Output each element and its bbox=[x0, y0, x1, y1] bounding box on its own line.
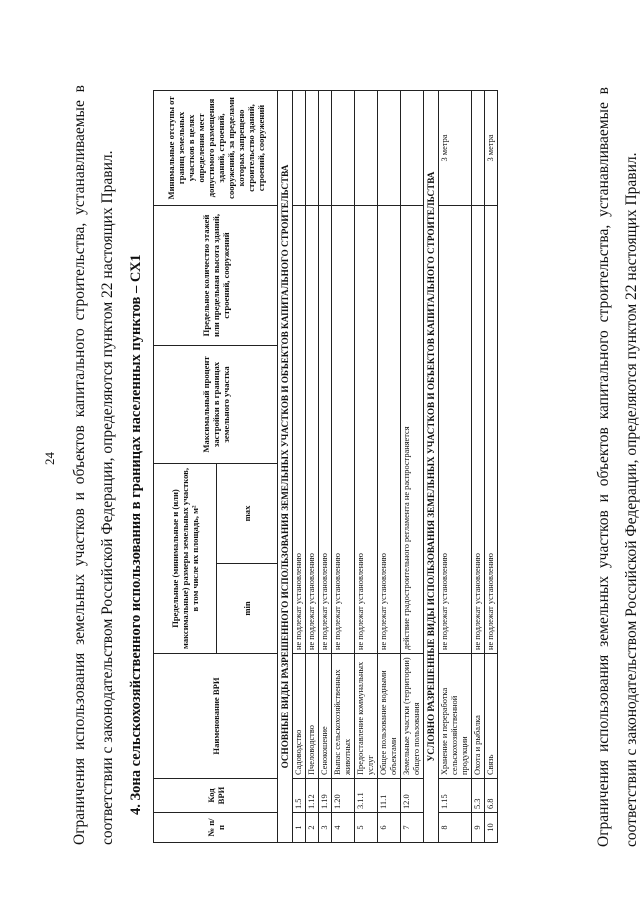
row-value: не подлежат установлению bbox=[439, 205, 472, 653]
row-code: 11.1 bbox=[378, 779, 401, 813]
row-num: 10 bbox=[485, 813, 498, 843]
row-code: 5.3 bbox=[472, 779, 485, 813]
row-name: Земельные участки (территории) общего пользования bbox=[401, 654, 424, 779]
row-num: 2 bbox=[306, 813, 319, 843]
row-code: 6.8 bbox=[485, 779, 498, 813]
row-name: Хранение и переработка сельскохозяйственной продукции bbox=[439, 654, 472, 779]
row-num: 4 bbox=[332, 813, 355, 843]
header-min: min bbox=[217, 564, 278, 654]
row-offset bbox=[332, 90, 355, 205]
row-value: не подлежат установлению bbox=[293, 205, 306, 653]
row-code: 1.12 bbox=[306, 779, 319, 813]
table-row bbox=[439, 90, 472, 842]
row-value: не подлежат установлению bbox=[355, 205, 378, 653]
row-offset bbox=[355, 90, 378, 205]
row-code: 12.0 bbox=[401, 779, 424, 813]
section-conditional-title: УСЛОВНО РАЗРЕШЕННЫЕ ВИДЫ ИСПОЛЬЗОВАНИЯ ЗЕМЕЛЬНЫХ УЧАСТКОВ И ОБЪЕКТОВ КАПИТАЛЬНОГО СТРОИТЕЛЬСТВА bbox=[424, 90, 439, 842]
row-value: не подлежат установлению bbox=[378, 205, 401, 653]
row-num: 5 bbox=[355, 813, 378, 843]
table-header-row bbox=[154, 90, 217, 842]
row-value: не подлежат установлению bbox=[472, 205, 485, 653]
paragraph-top-line-2: соответствии с законодательством Российской Федерации, определяются пунктом 22 настоящих Правил. bbox=[99, 150, 116, 845]
row-name: Садоводство bbox=[293, 654, 306, 779]
row-offset bbox=[306, 90, 319, 205]
row-name: Общее пользование водными объектами bbox=[378, 654, 401, 779]
table-row bbox=[293, 90, 306, 842]
section-main-title: ОСНОВНЫЕ ВИДЫ РАЗРЕШЕННОГО ИСПОЛЬЗОВАНИЯ ЗЕМЕЛЬНЫХ УЧАСТКОВ И ОБЪЕКТОВ КАПИТАЛЬНОГО СТРОИТЕЛЬСТВА bbox=[278, 90, 293, 842]
row-num: 6 bbox=[378, 813, 401, 843]
row-num: 7 bbox=[401, 813, 424, 843]
row-name: Предоставление коммунальных услуг bbox=[355, 654, 378, 779]
table-row bbox=[306, 90, 319, 842]
row-offset: 3 метра bbox=[485, 90, 498, 205]
row-name: Связь bbox=[485, 654, 498, 779]
paragraph-top-line-1: Ограничения использования земельных участков и объектов капитального строительства, устанавливаемые в bbox=[71, 85, 88, 845]
table-row bbox=[485, 90, 498, 842]
row-offset bbox=[319, 90, 332, 205]
section-row-conditional bbox=[424, 90, 439, 842]
table-row bbox=[378, 90, 401, 842]
row-code: 1.20 bbox=[332, 779, 355, 813]
header-sizes: Предельные (минимальные и (или) максимальные) размеры земельных участков, в том числе их площадь, м² bbox=[154, 463, 217, 653]
table-row bbox=[319, 90, 332, 842]
zone-title: 4. Зона сельскохозяйственного использования в границах населенных пунктов – СХ1 bbox=[128, 254, 144, 815]
row-num: 8 bbox=[439, 813, 472, 843]
table-row bbox=[332, 90, 355, 842]
table-row bbox=[472, 90, 485, 842]
row-num: 9 bbox=[472, 813, 485, 843]
table-row bbox=[355, 90, 378, 842]
row-offset bbox=[378, 90, 401, 205]
row-value: не подлежат установлению bbox=[319, 205, 332, 653]
header-num: № п/п bbox=[154, 813, 278, 843]
row-code: 1.19 bbox=[319, 779, 332, 813]
restrictions-paragraph-bottom bbox=[590, 87, 640, 847]
table-row bbox=[401, 90, 424, 842]
row-value: действие градостроительного регламента не распространяется bbox=[401, 205, 424, 653]
row-num: 1 bbox=[293, 813, 306, 843]
header-offsets: Минимальные отступы от границ земельных участков в целях определения мест допустимого размещения зданий, строений, сооружений, за пределами которых запрещено строительство зданий, строений, сооружений bbox=[154, 90, 278, 205]
row-name: Пчеловодство bbox=[306, 654, 319, 779]
header-percent: Максимальный процент застройки в границах земельного участка bbox=[154, 345, 278, 463]
row-code: 3.1.1 bbox=[355, 779, 378, 813]
section-row-main bbox=[278, 90, 293, 842]
row-offset bbox=[401, 90, 424, 205]
row-value: не подлежат установлению bbox=[485, 205, 498, 653]
page-number: 24 bbox=[42, 452, 57, 465]
row-value: не подлежат установлению bbox=[332, 205, 355, 653]
header-name: Наименование ВРИ bbox=[154, 654, 278, 779]
row-offset bbox=[293, 90, 306, 205]
header-max: max bbox=[217, 463, 278, 563]
row-code: 1.5 bbox=[293, 779, 306, 813]
header-code: Код ВРИ bbox=[154, 779, 278, 813]
row-name: Охота и рыбалка bbox=[472, 654, 485, 779]
row-name: Выпас сельскохозяйственных животных bbox=[332, 654, 355, 779]
paragraph-bottom-line-1: Ограничения использования земельных участков и объектов капитального строительства, устанавливаемые в bbox=[595, 87, 612, 847]
row-offset bbox=[472, 90, 485, 205]
header-floors: Предельное количество этажей или предельная высота зданий, строений, сооружений bbox=[154, 205, 278, 345]
row-offset: 3 метра bbox=[439, 90, 472, 205]
row-num: 3 bbox=[319, 813, 332, 843]
row-value: не подлежат установлению bbox=[306, 205, 319, 653]
row-code: 1.15 bbox=[439, 779, 472, 813]
paragraph-bottom-line-2: соответствии с законодательством Российской Федерации, определяются пунктом 22 настоящих Правил. bbox=[623, 152, 640, 847]
row-name: Сенокошение bbox=[319, 654, 332, 779]
regulations-table bbox=[153, 90, 498, 843]
restrictions-paragraph-top bbox=[66, 85, 122, 845]
